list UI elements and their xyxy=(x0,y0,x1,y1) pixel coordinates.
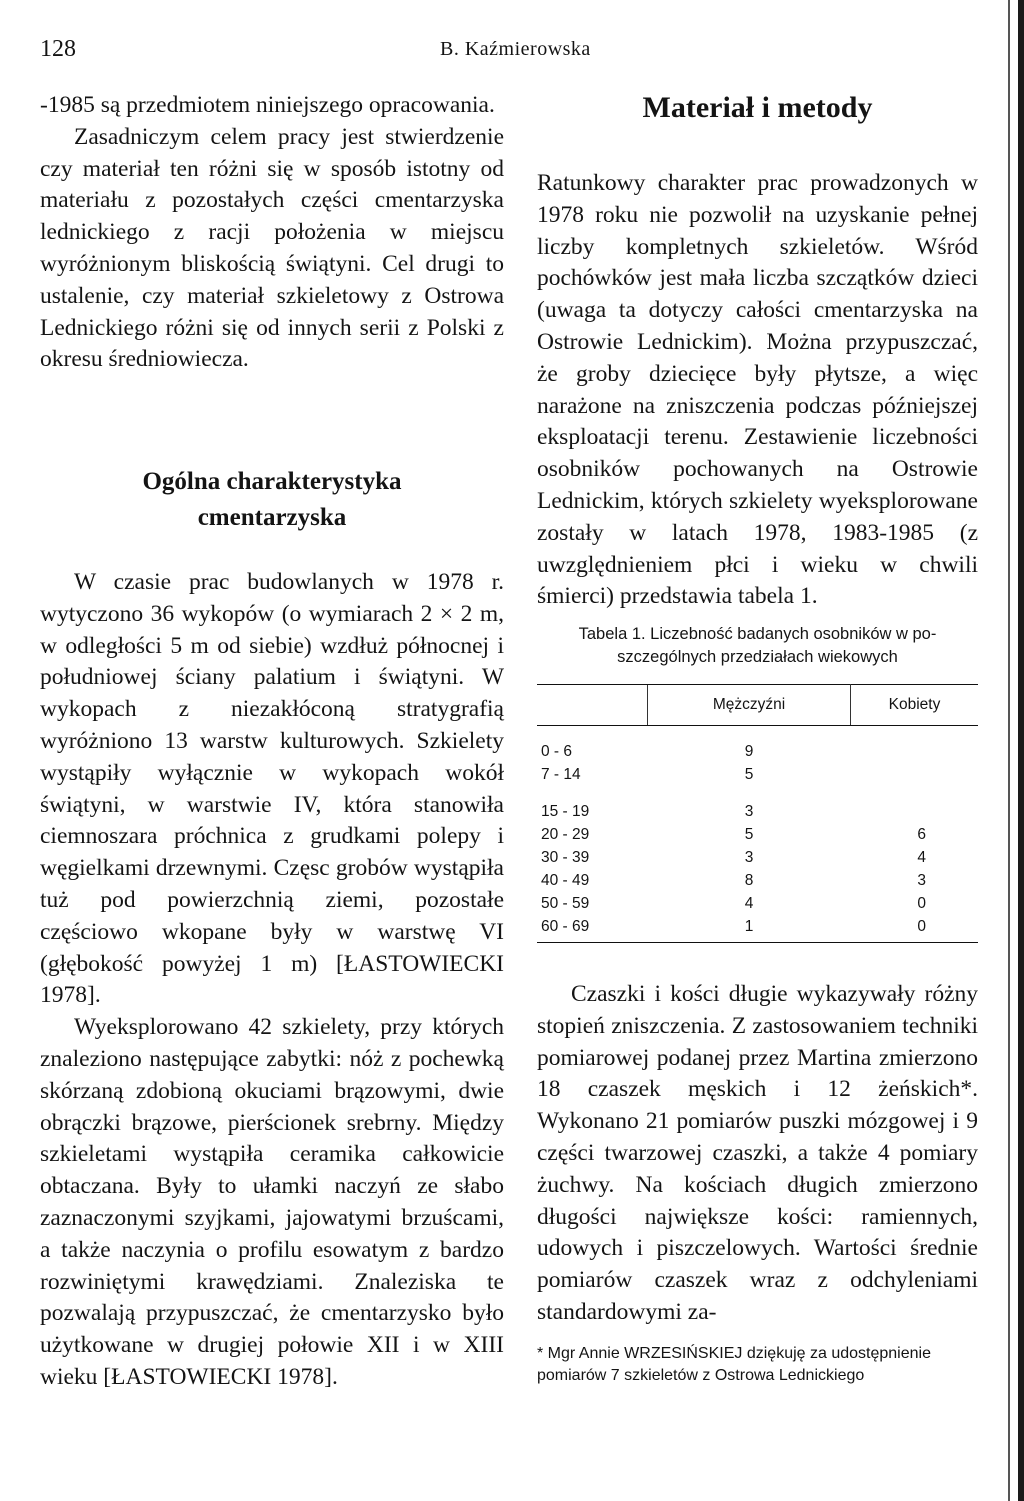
left-column-lower xyxy=(40,567,504,1394)
left-paragraph-1: -1985 są przedmiotem niniejszego opracowania. xyxy=(40,92,495,118)
table-row xyxy=(537,800,978,823)
running-header-author: B. Kaźmierowska xyxy=(440,38,591,60)
table-caption xyxy=(537,623,978,669)
table-header-age xyxy=(537,685,648,726)
table-cell-women: 4 xyxy=(917,848,926,866)
right-paragraph-2: Czaszki i kości długie wykazywały różny stopień zniszczenia. Z zastosowaniem techniki pomiarowej podanej przez Martina zmierzono 18 czaszek męskich i 12 żeńskich*. Wykonano 21 pomiarów puszki mózgowej i 9 części twarzowej czaszki, a także 4 pomiary żuchwy. Na kościach długich zmierzono długości największe kości: ramiennych, udowych i piszczelowych. Wartości średnie pomiarów czaszek wraz z odchyleniami standardowymi za- xyxy=(537,981,978,1325)
left-paragraph-3: W czasie prac budowlanych w 1978 r. wytyczono 36 wykopów (o wymiarach 2 × 2 m, w odległości 5 m od siebie) wzdłuż północnej i południowej ściany palatium i świątyni. W wykopach z niezakłóconą stratygrafią wyróżniono 13 warstw kulturowych. Szkielety wystąpiły wyłącznie w wykopach wokół świątyni, w warstwie IV, która stanowiła ciemnoszara próchnica z grudkami polepy i węgielkami drzewnymi. Częsc grobów wystąpiła tuż pod powierzchnią ziemi, pozostałe częściowo wkopane były w warstwę VI (głębokość powyżej 1 m) [ŁASTOWIECKI 1978]. xyxy=(40,569,504,1009)
table-cell-women xyxy=(851,740,979,763)
table-cell-men: 4 xyxy=(744,894,754,912)
table-cell-women xyxy=(851,800,979,823)
table-row xyxy=(537,846,978,869)
footnote: * Mgr Annie WRZESIŃSKIEJ dziękuję za udostępnienie pomiarów 7 szkieletów z Ostrowa Lednickiego xyxy=(537,1345,931,1384)
table-cell-age: 50 - 59 xyxy=(541,894,590,912)
table-caption-line2: szczególnych przedziałach wiekowych xyxy=(617,648,898,666)
table-row xyxy=(537,823,978,846)
table-row xyxy=(537,915,978,943)
right-column xyxy=(537,168,978,613)
table-cell-women: 6 xyxy=(917,825,926,843)
table-row xyxy=(537,740,978,763)
table-cell-age: 40 - 49 xyxy=(541,871,590,889)
left-paragraph-4: Wyeksplorowano 42 szkielety, przy których znaleziono następujące zabytki: nóż z pochewką skórzaną zdobioną okuciami brązowymi, dwie obrączki brązowe, pierścionek srebrny. Między szkieletami wystąpiła ceramika całkowicie obtaczana. Były to ułamki naczyń ze słabo zaznaczonymi szyjkami, jajowatymi brzuścami, a także naczynia o profilu esowatym z bardzo rozwiniętymi krawędziami. Znaleziska te pozwalają przypuszczać, że cmentarzysko było użytkowane w drugiej połowie XII i w XIII wieku [ŁASTOWIECKI 1978]. xyxy=(40,1014,504,1390)
section-heading-general-line2: cmentarzyska xyxy=(197,504,347,531)
table-cell-men: 3 xyxy=(744,848,754,866)
table-cell-men: 3 xyxy=(744,802,754,820)
section-heading-methods: Materiał i metody xyxy=(642,91,873,124)
left-column xyxy=(40,90,504,376)
table-cell-age: 0 - 6 xyxy=(541,742,573,760)
table-cell-age: 60 - 69 xyxy=(537,915,648,943)
table-row xyxy=(537,763,978,786)
table-cell-men: 1 xyxy=(648,915,851,943)
table-cell-women xyxy=(851,763,979,786)
table-cell-women: 0 xyxy=(851,915,979,943)
left-paragraph-2: Zasadniczym celem pracy jest stwierdzenie czy materiał ten różni się w sposób istotny od materiału z pozostałych części cmentarzyska lednickiego z racji położenia w miejscu wyróżnionym bliskością świątyni. Cel drugi to ustalenie, czy materiał szkieletowy z Ostrowa Lednickiego różni się od innych serii z Polski z okresu średniowiecza. xyxy=(40,123,504,373)
table-cell-age: 7 - 14 xyxy=(541,765,581,783)
table-caption-line1: Tabela 1. Liczebność badanych osobników w po- xyxy=(578,625,937,643)
table-header-row xyxy=(537,685,978,726)
table-header-women: Kobiety xyxy=(851,685,979,726)
section-heading-general-line1: Ogólna charakterystyka xyxy=(142,468,402,495)
scan-page-edge-line xyxy=(1008,0,1010,1501)
table-cell-men: 5 xyxy=(744,825,754,843)
table-cell-women: 0 xyxy=(917,894,926,912)
table-cell-age: 30 - 39 xyxy=(541,848,590,866)
table-cell-age: 15 - 19 xyxy=(541,802,590,820)
right-paragraph-1: Ratunkowy charakter prac prowadzonych w 1978 roku nie pozwolił na uzyskanie pełnej liczby kompletnych szkieletów. Wśród pochówków jest mała liczba szczątków dzieci (uwaga ta dotyczy całości cmentarzyska na Ostrowie Lednickim). Można przypuszczać, że groby dziecięce były płytsze, a więc narażone na zniszczenia podczas późniejszej eksploatacji terenu. Zestawienie liczebności osobników pochowanych na Ostrowie Lednickim, których szkielety wyeksplorowane zostały w latach 1978, 1983-1985 (z uwzględnieniem płci i wieku w chwili śmierci) przedstawia tabela 1. xyxy=(537,170,978,610)
table-cell-women: 3 xyxy=(917,871,926,889)
table-cell-men: 9 xyxy=(744,742,754,760)
section-heading-general xyxy=(40,464,504,536)
table-cell-men: 8 xyxy=(744,871,754,889)
table-header-men: Mężczyźni xyxy=(648,685,851,726)
scan-page-edge xyxy=(1018,0,1024,1501)
age-table xyxy=(537,684,978,943)
table-cell-age: 20 - 29 xyxy=(541,825,590,843)
table-row xyxy=(537,892,978,915)
page-number: 128 xyxy=(40,36,76,62)
right-column-lower xyxy=(537,979,978,1329)
table-cell-men: 5 xyxy=(744,765,754,783)
table-row xyxy=(537,869,978,892)
